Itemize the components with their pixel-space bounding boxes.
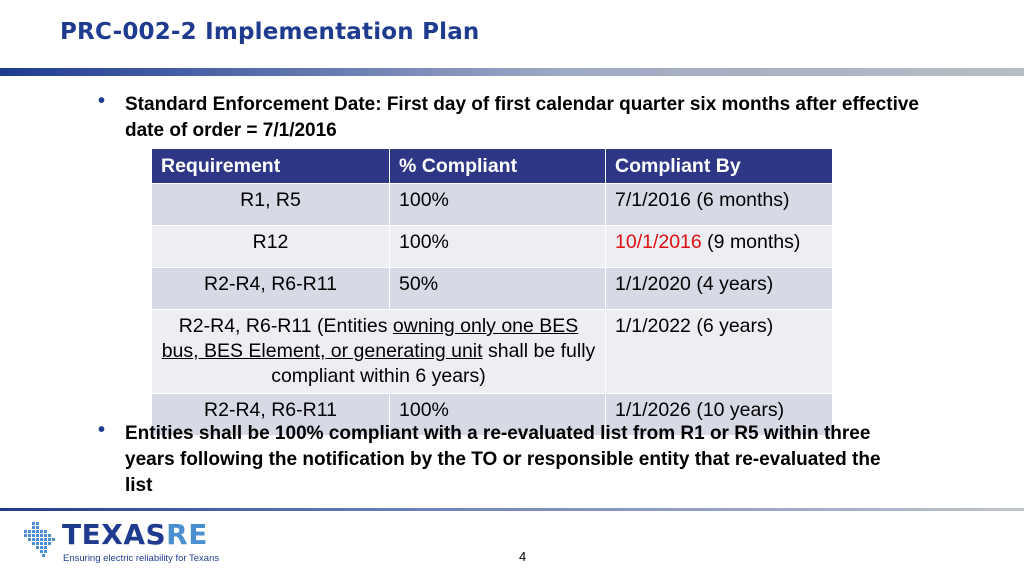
cell-requirement: R12 bbox=[152, 226, 390, 268]
date-suffix: (9 months) bbox=[701, 231, 801, 253]
cell-requirement: R2-R4, R6-R11 bbox=[152, 394, 390, 436]
cell-percent: 100% bbox=[390, 394, 606, 436]
implementation-table bbox=[151, 148, 833, 436]
logo-re: RE bbox=[166, 518, 208, 551]
cell-requirement: R2-R4, R6-R11 bbox=[152, 268, 390, 310]
table-row bbox=[152, 310, 833, 394]
req-text-underlined: owning only one BES bus, BES Element, or generating unit bbox=[161, 315, 579, 362]
cell-percent: 100% bbox=[390, 184, 606, 226]
req-text-start: R2-R4, R6-R11 (Entities bbox=[178, 315, 393, 337]
bullet-enforcement-date bbox=[98, 90, 925, 144]
table-row bbox=[152, 226, 833, 268]
header-percent-compliant: % Compliant bbox=[390, 149, 606, 184]
highlighted-date: 10/1/2016 bbox=[615, 231, 702, 253]
cell-requirement: R1, R5 bbox=[152, 184, 390, 226]
bullet-text: Standard Enforcement Date: First day of first calendar quarter six months after effective date of order = 7/1/2016 bbox=[125, 94, 919, 141]
page-number: 4 bbox=[519, 549, 527, 564]
header-requirement: Requirement bbox=[152, 149, 390, 184]
cell-compliant-by: 7/1/2016 (6 months) bbox=[606, 184, 833, 226]
bullet-dot-icon: • bbox=[98, 419, 106, 441]
table-row bbox=[152, 184, 833, 226]
texas-map-grid-icon bbox=[22, 518, 62, 566]
bullet-reevaluation bbox=[98, 419, 905, 499]
bullet-text: Entities shall be 100% compliant with a re-evaluated list from R1 or R5 within three years following the notification by the TO or responsible entity that re-evaluated the list bbox=[125, 423, 881, 496]
slide-title: PRC-002-2 Implementation Plan bbox=[60, 19, 480, 45]
cell-compliant-by bbox=[606, 226, 833, 268]
bullet-dot-icon: • bbox=[98, 90, 106, 112]
cell-percent: 50% bbox=[390, 268, 606, 310]
cell-compliant-by: 1/1/2026 (10 years) bbox=[606, 394, 833, 436]
texas-re-logo bbox=[62, 519, 208, 551]
cell-percent: 100% bbox=[390, 226, 606, 268]
table-header-row bbox=[152, 149, 833, 184]
footer-divider bbox=[0, 508, 1024, 511]
title-underline-bar bbox=[0, 68, 1024, 76]
cell-compliant-by: 1/1/2020 (4 years) bbox=[606, 268, 833, 310]
logo-tagline: Ensuring electric reliability for Texans bbox=[63, 553, 220, 564]
req-text-end: shall be fully compliant within 6 years) bbox=[271, 340, 596, 387]
cell-compliant-by: 1/1/2022 (6 years) bbox=[606, 310, 833, 394]
logo-texas: TEXAS bbox=[62, 518, 167, 551]
header-compliant-by: Compliant By bbox=[606, 149, 833, 184]
cell-requirement-merged bbox=[152, 310, 606, 394]
table-row bbox=[152, 268, 833, 310]
